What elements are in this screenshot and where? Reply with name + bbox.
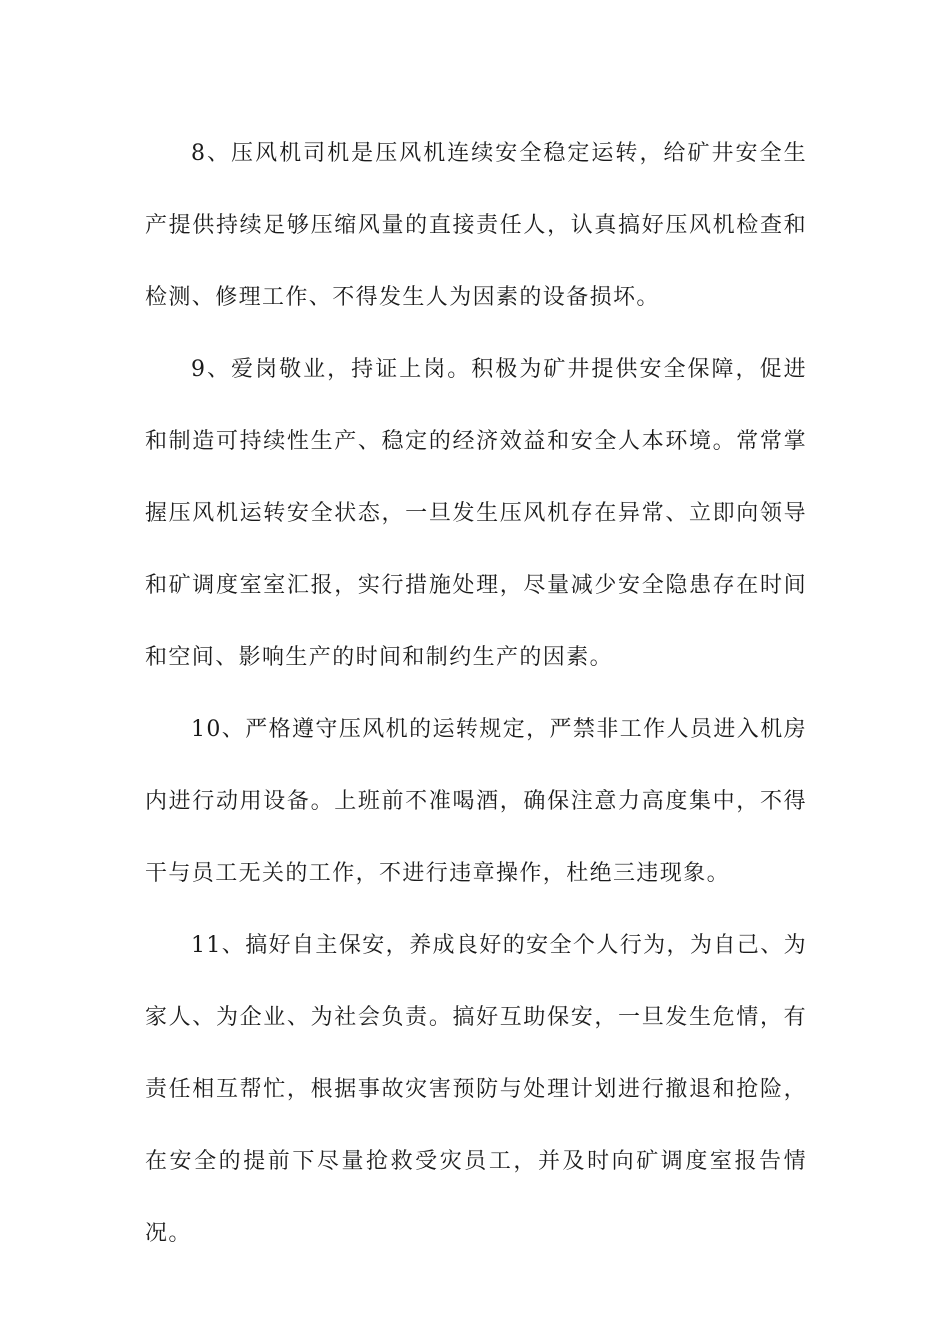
document-body — [145, 118, 807, 1270]
paragraph-9: 9、爱岗敬业，持证上岗。积极为矿井提供安全保障，促进和制造可持续性生产、稳定的经济效益和安全人本环境。常常掌握压风机运转安全状态，一旦发生压风机存在异常、立即向领导和矿调度室室汇报，实行措施处理，尽量减少安全隐患存在时间和空间、影响生产的时间和制约生产的因素。 — [145, 357, 807, 670]
paragraph-10: 10、严格遵守压风机的运转规定，严禁非工作人员进入机房内进行动用设备。上班前不准喝酒，确保注意力高度集中，不得干与员工无关的工作，不进行违章操作，杜绝三违现象。 — [145, 717, 807, 886]
paragraph-8: 8、压风机司机是压风机连续安全稳定运转，给矿井安全生产提供持续足够压缩风量的直接责任人，认真搞好压风机检查和检测、修理工作、不得发生人为因素的设备损坏。 — [145, 141, 807, 310]
paragraph-11: 11、搞好自主保安，养成良好的安全个人行为，为自己、为家人、为企业、为社会负责。搞好互助保安，一旦发生危情，有责任相互帮忙，根据事故灾害预防与处理计划进行撤退和抢险，在安全的提前下尽量抢救受灾员工，并及时向矿调度室报告情况。 — [145, 933, 807, 1246]
